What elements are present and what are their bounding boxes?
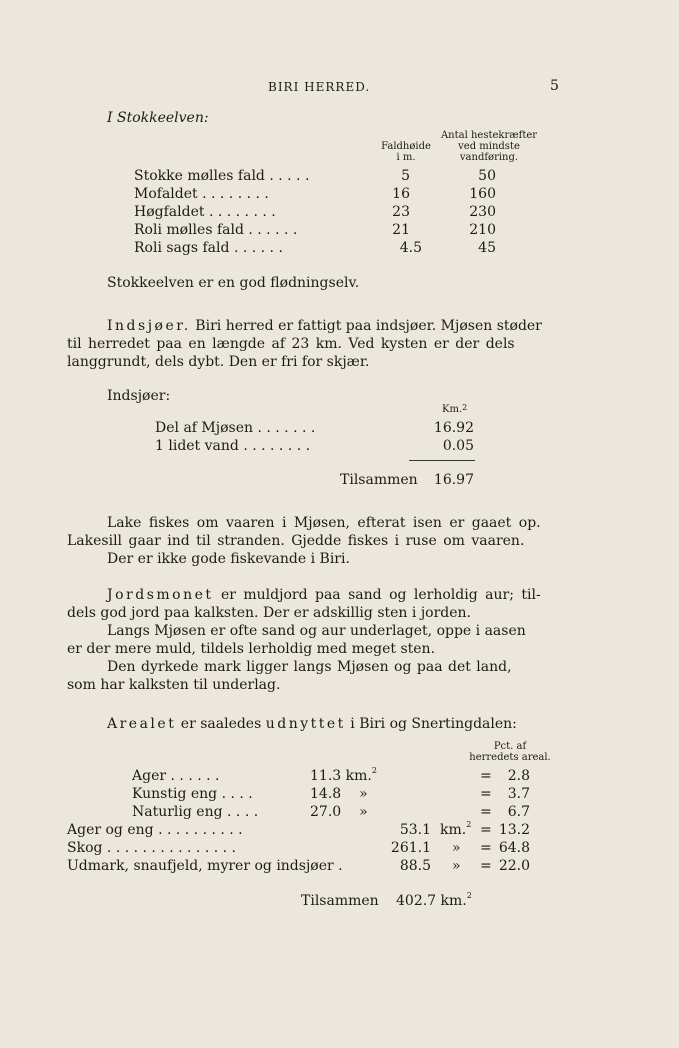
table-cell-pct: 2.8 — [507, 768, 530, 784]
lakes-total-label: Tilsammen — [340, 472, 418, 488]
column-header-height: Faldhøide i m. — [381, 141, 431, 163]
table-row: Naturlig eng . . . . — [132, 804, 259, 820]
paragraph-line: Lakesill gaar ind til stranden. Gjedde fiskes i ruse om vaaren. — [67, 533, 525, 549]
table-cell-value: 16.92 — [433, 420, 474, 436]
paragraph-line: Jordsmonet er muldjord paa sand og lerholdig aur; til- — [107, 587, 541, 603]
table-cell-value: 261.1 — [390, 840, 431, 856]
table-cell-power: 230 — [469, 204, 496, 220]
table-cell-power: 160 — [469, 186, 496, 202]
table-row: Del af Mjøsen . . . . . . . — [155, 420, 316, 436]
table-cell-unit: » — [452, 840, 461, 856]
table-cell-pct: 22.0 — [498, 858, 530, 874]
area-heading: Arealet er saaledes udnyttet i Biri og Snertingdalen: — [107, 716, 517, 732]
table-cell-value: 14.8 » — [310, 786, 368, 802]
table-row: Mofaldet . . . . . . . . — [134, 186, 269, 202]
table-cell-unit: » — [452, 858, 461, 874]
table-row: 1 lidet vand . . . . . . . . — [155, 438, 311, 454]
lakes-total-value: 16.97 — [433, 472, 474, 488]
table-cell-height: 4.5 — [399, 240, 422, 256]
table-cell-pct: 13.2 — [498, 822, 530, 838]
table-cell-height: 21 — [392, 222, 410, 238]
table-cell-height: 23 — [392, 204, 410, 220]
lakes-label: Indsjøer: — [107, 388, 171, 404]
table-cell-value: 88.5 — [399, 858, 431, 874]
page-number: 5 — [550, 78, 559, 94]
table-cell-pct: 6.7 — [507, 804, 530, 820]
equals-sign: = — [480, 840, 492, 856]
table-cell-pct: 3.7 — [507, 786, 530, 802]
spaced-keyword: Jordsmonet — [107, 587, 214, 603]
lakes-unit-header: Km.$^2$ — [442, 403, 468, 415]
paragraph-line: Den dyrkede mark ligger langs Mjøsen og paa det land, — [107, 659, 512, 675]
table-cell-value: 0.05 — [442, 438, 474, 454]
paragraph-line: dels god jord paa kalksten. Der er adskillig sten i jorden. — [67, 605, 471, 621]
equals-sign: = — [480, 768, 492, 784]
sum-rule — [409, 460, 475, 461]
paragraph-line: som har kalksten til underlag. — [67, 677, 281, 693]
paragraph-line: Langs Mjøsen er ofte sand og aur underlaget, oppe i aasen — [107, 623, 526, 639]
table-cell-power: 45 — [478, 240, 496, 256]
table-row: Skog . . . . . . . . . . . . . . . — [67, 840, 236, 856]
area-total-value: 402.7 km.$^2$ — [396, 891, 472, 909]
table-row: Høgfaldet . . . . . . . . — [134, 204, 276, 220]
equals-sign: = — [480, 858, 492, 874]
table-cell-power: 210 — [469, 222, 496, 238]
table-row: Kunstig eng . . . . — [132, 786, 253, 802]
table-cell-height: 16 — [392, 186, 410, 202]
paragraph-line: Indsjøer. Biri herred er fattigt paa indsjøer. Mjøsen støder — [107, 318, 542, 334]
spaced-keyword: Indsjøer. — [107, 318, 191, 334]
table-row: Ager . . . . . . — [132, 768, 220, 784]
column-header-power: Antal hestekræfter ved mindste vandføring. — [440, 130, 538, 163]
table-row: Roli sags fald . . . . . . — [134, 240, 283, 256]
table-cell-pct: 64.8 — [498, 840, 530, 856]
equals-sign: = — [480, 804, 492, 820]
paragraph-line: er der mere muld, tildels lerholdig med meget sten. — [67, 641, 436, 657]
table-cell-power: 50 — [478, 168, 496, 184]
stokkeelven-note: Stokkeelven er en god flødningselv. — [107, 275, 360, 291]
section-heading-stokkeelven: I Stokkeelven: — [107, 110, 209, 126]
table-row: Stokke mølles fald . . . . . — [134, 168, 310, 184]
running-head: BIRI HERRED. — [268, 80, 371, 94]
table-cell-value: 27.0 » — [310, 804, 368, 820]
table-cell-value: 11.3 km.$^2$ — [310, 766, 377, 784]
paragraph-line: langgrundt, dels dybt. Den er fri for skjær. — [67, 354, 370, 370]
paragraph-line: til herredet paa en længde af 23 km. Ved kysten er der dels — [67, 336, 515, 352]
paragraph-line: Lake fiskes om vaaren i Mjøsen, efterat isen er gaaet op. — [107, 515, 541, 531]
table-cell-value: 53.1 — [399, 822, 431, 838]
pct-column-header: Pct. af herredets areal. — [469, 741, 551, 763]
table-row: Ager og eng . . . . . . . . . . — [67, 822, 243, 838]
equals-sign: = — [480, 786, 492, 802]
table-cell-unit: km.$^2$ — [440, 820, 472, 838]
area-total-label: Tilsammen — [301, 893, 379, 909]
table-row: Udmark, snaufjeld, myrer og indsjøer . — [67, 858, 343, 874]
table-row: Roli mølles fald . . . . . . — [134, 222, 298, 238]
table-cell-height: 5 — [401, 168, 410, 184]
equals-sign: = — [480, 822, 492, 838]
paragraph-line: Der er ikke gode fiskevande i Biri. — [107, 551, 350, 567]
